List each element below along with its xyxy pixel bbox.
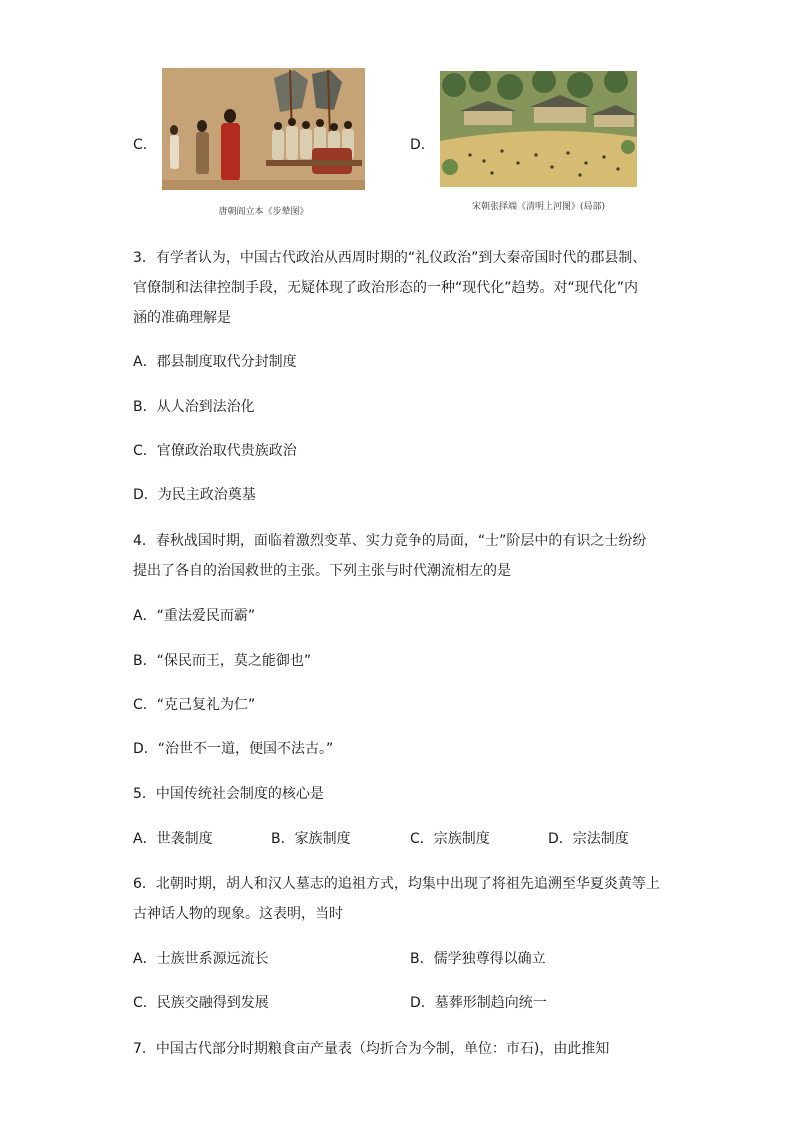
q7-stem: 7．中国古代部分时期粮食亩产量表（均折合为今制，单位：市石)，由此推知 (133, 1041, 610, 1057)
q5-stem: 5．中国传统社会制度的核心是 (133, 786, 324, 802)
option-d-painting (440, 71, 637, 187)
q3-option-b[interactable]: B．从人治到法治化 (133, 399, 255, 415)
q3-stem-line-3: 涵的准确理解是 (133, 310, 231, 326)
q4-option-a[interactable]: A．“重法爱民而霸” (133, 608, 256, 624)
q3-option-a[interactable]: A．郡县制度取代分封制度 (133, 354, 297, 370)
q6-option-a[interactable]: A．士族世系源远流长 (133, 951, 269, 967)
q4-stem-line-1: 4．春秋战国时期，面临着激烈变革、实力竞争的局面，“士”阶层中的有识之士纷纷 (133, 533, 647, 549)
q5-option-a[interactable]: A．世袭制度 (133, 831, 213, 847)
q6-stem-line-1: 6．北朝时期，胡人和汉人墓志的追祖方式，均集中出现了将祖先追溯至华夏炎黄等上 (133, 876, 660, 892)
q3-option-c[interactable]: C．官僚政治取代贵族政治 (133, 443, 297, 459)
q6-stem-line-2: 古神话人物的现象。这表明，当时 (133, 906, 343, 922)
q4-option-c[interactable]: C．“克己复礼为仁” (133, 697, 256, 713)
q6-option-b[interactable]: B．儒学独尊得以确立 (410, 951, 546, 967)
q6-option-c[interactable]: C．民族交融得到发展 (133, 995, 269, 1011)
q4-option-b[interactable]: B．“保民而王，莫之能御也” (133, 653, 312, 669)
q3-option-d[interactable]: D．为民主政治奠基 (133, 487, 256, 503)
q4-stem-line-2: 提出了各自的治国救世的主张。下列主张与时代潮流相左的是 (133, 563, 511, 579)
q4-option-d[interactable]: D．“治世不一道，便国不法古。” (133, 741, 334, 757)
q5-option-d[interactable]: D．宗法制度 (548, 831, 629, 847)
option-c-letter[interactable]: C． (133, 137, 157, 153)
painting-bunian-illustration (162, 68, 365, 190)
q3-stem-line-2: 官僚制和法律控制手段，无疑体现了政治形态的一种“现代化”趋势。对“现代化”内 (133, 280, 639, 296)
painting-qingming-illustration (440, 71, 637, 187)
option-d-caption: 宋朝张择端《清明上河图》(局部) (471, 202, 606, 212)
q5-option-b[interactable]: B．家族制度 (271, 831, 351, 847)
option-c-caption: 唐朝阎立本《步辇图》 (218, 207, 309, 217)
q6-option-d[interactable]: D．墓葬形制趋向统一 (410, 995, 547, 1011)
q3-stem-line-1: 3．有学者认为，中国古代政治从西周时期的“礼仪政治”到大秦帝国时代的郡县制、 (133, 250, 647, 266)
option-d-letter[interactable]: D． (410, 137, 435, 153)
option-c-painting (162, 68, 365, 190)
q5-option-c[interactable]: C．宗族制度 (410, 831, 490, 847)
